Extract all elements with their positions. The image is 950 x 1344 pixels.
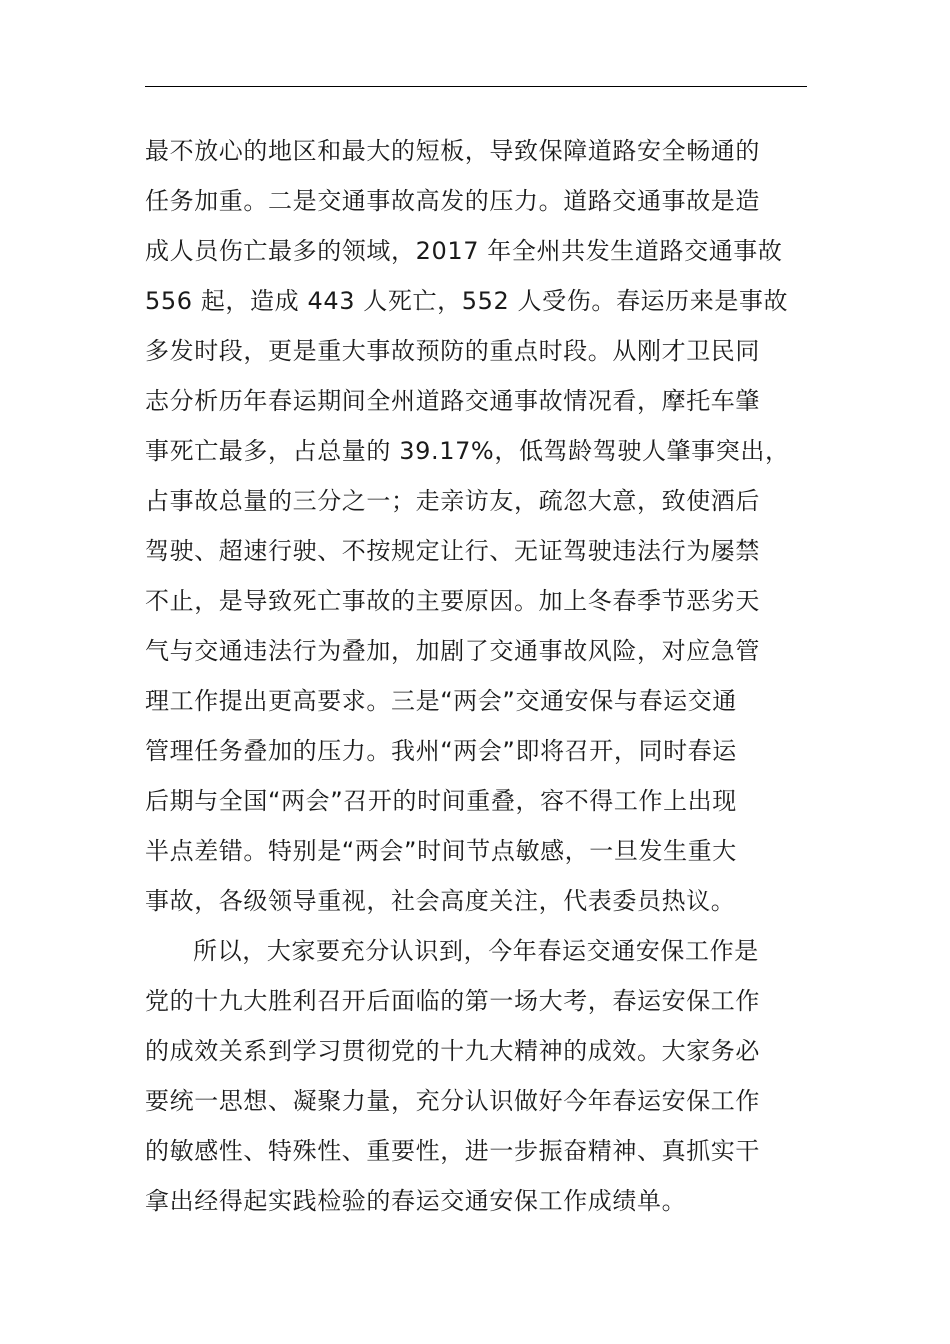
- text-line: 志分析历年春运期间全州道路交通事故情况看，摩托车肇: [145, 387, 760, 415]
- document-body: [145, 126, 809, 1226]
- text-line: 事故，各级领导重视，社会高度关注，代表委员热议。: [145, 887, 736, 915]
- text-line: 事死亡最多，占总量的 39.17%，低驾龄驾驶人肇事突出，: [145, 437, 790, 465]
- text-line: 要统一思想、凝聚力量，充分认识做好今年春运安保工作: [145, 1087, 760, 1115]
- text-line: 任务加重。二是交通事故高发的压力。道路交通事故是造: [145, 187, 760, 215]
- text-line: 的敏感性、特殊性、重要性，进一步振奋精神、真抓实干: [145, 1137, 760, 1165]
- text-line: 的成效关系到学习贯彻党的十九大精神的成效。大家务必: [145, 1037, 760, 1065]
- text-line: 管理任务叠加的压力。我州“两会”即将召开，同时春运: [145, 737, 737, 765]
- text-line: 党的十九大胜利召开后面临的第一场大考，春运安保工作: [145, 987, 760, 1015]
- text-line: 多发时段，更是重大事故预防的重点时段。从刚才卫民同: [145, 337, 760, 365]
- header-rule: [145, 86, 807, 87]
- text-line: 理工作提出更高要求。三是“两会”交通安保与春运交通: [145, 687, 737, 715]
- text-line: 占事故总量的三分之一；走亲访友，疏忽大意，致使酒后: [145, 487, 760, 515]
- text-line: 556 起，造成 443 人死亡，552 人受伤。春运历来是事故: [145, 287, 789, 315]
- text-line: 半点差错。特别是“两会”时间节点敏感，一旦发生重大: [145, 837, 737, 865]
- text-line: 气与交通违法行为叠加，加剧了交通事故风险，对应急管: [145, 637, 760, 665]
- text-line: 拿出经得起实践检验的春运交通安保工作成绩单。: [145, 1187, 687, 1215]
- text-line: 最不放心的地区和最大的短板，导致保障道路安全畅通的: [145, 137, 760, 165]
- text-line: 后期与全国“两会”召开的时间重叠，容不得工作上出现: [145, 787, 737, 815]
- text-line: 不止，是导致死亡事故的主要原因。加上冬春季节恶劣天: [145, 587, 760, 615]
- text-line: 驾驶、超速行驶、不按规定让行、无证驾驶违法行为屡禁: [145, 537, 760, 565]
- paragraph-first-line: 所以，大家要充分认识到，今年春运交通安保工作是: [193, 937, 759, 965]
- text-line: 成人员伤亡最多的领域，2017 年全州共发生道路交通事故: [145, 237, 783, 265]
